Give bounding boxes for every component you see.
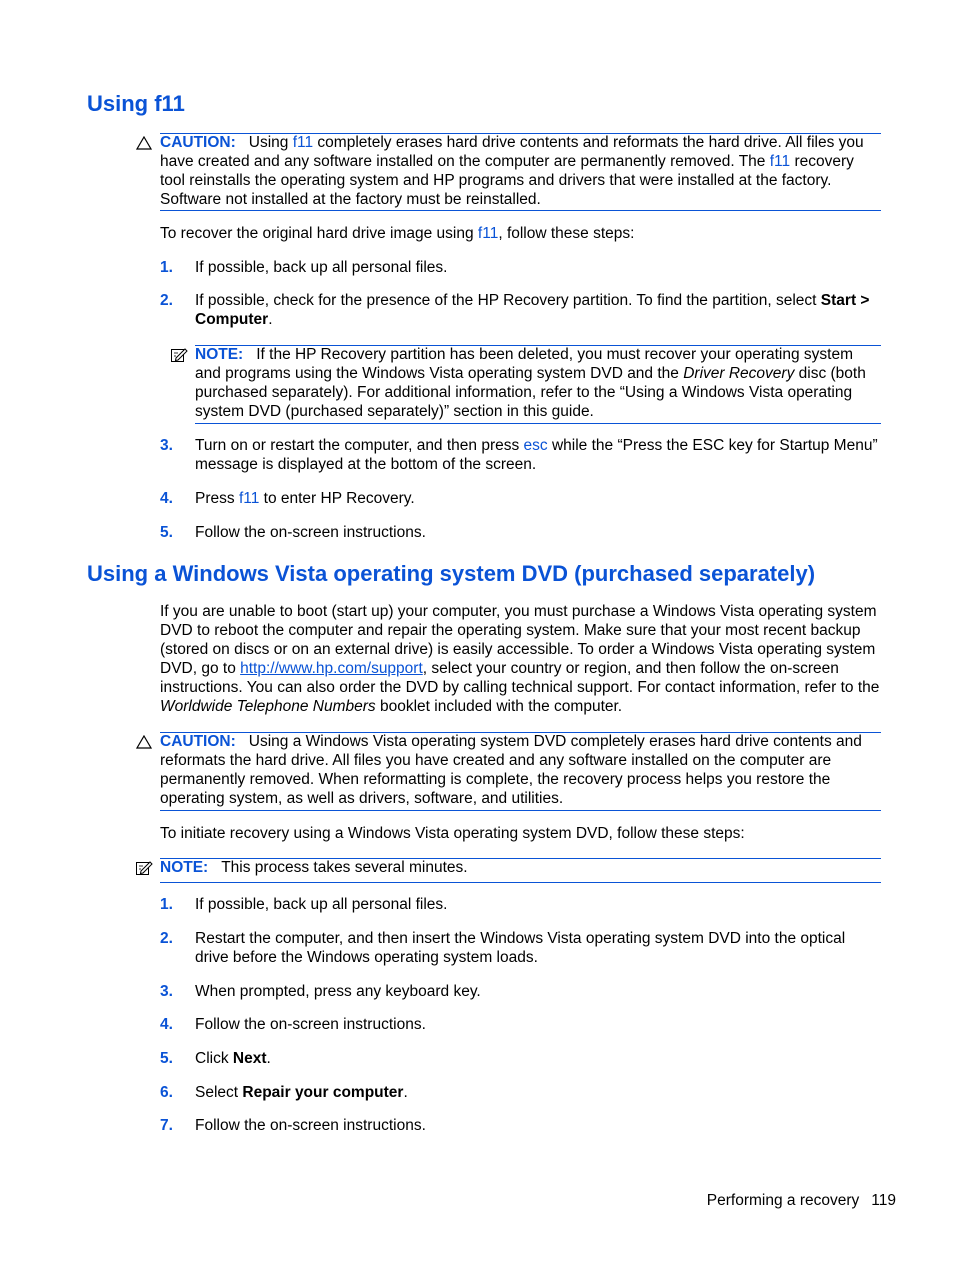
page-footer bbox=[707, 1192, 896, 1210]
caution-box-f11: CAUTION: Using f11 completely erases hard drive contents and reformats the hard drive. All files you have created and any software installed on the computer are permanently removed. The f11 recovery tool reinstalls the operating system and HP programs and drivers that were installed at the factory. Software not installed at the factory must be reinstalled. bbox=[160, 133, 881, 211]
caution-triangle-icon bbox=[136, 735, 152, 749]
key-f11: f11 bbox=[477, 225, 499, 242]
intro-paragraph-f11: To recover the original hard drive image using f11, follow these steps: bbox=[160, 225, 635, 242]
intro-paragraph-vista-dvd: To initiate recovery using a Windows Vista operating system DVD, follow these steps: bbox=[160, 825, 745, 842]
note-pencil-icon bbox=[170, 346, 188, 364]
caution-label: CAUTION: bbox=[160, 134, 236, 151]
key-f11: f11 bbox=[769, 153, 791, 170]
note-box-several-minutes: NOTE: This process takes several minutes. bbox=[160, 858, 881, 883]
caution-triangle-icon bbox=[136, 136, 152, 150]
key-f11: f11 bbox=[292, 134, 314, 151]
note-pencil-icon bbox=[135, 859, 153, 877]
key-f11: f11 bbox=[238, 490, 260, 507]
section-heading-using-f11: Using f11 bbox=[87, 91, 185, 116]
note-label: NOTE: bbox=[195, 346, 244, 363]
key-esc: esc bbox=[523, 437, 548, 454]
note-box-recovery-partition: NOTE: If the HP Recovery partition has been deleted, you must recover your operating system and programs using the Windows Vista operating system DVD and the Driver Recovery disc (both purchased separately). For additional information, refer to the “Using a Windows Vista operating system DVD (purchased separately)” section in this guide. bbox=[195, 345, 881, 424]
caution-box-vista-dvd: CAUTION: Using a Windows Vista operating system DVD completely erases hard drive contents and reformats the hard drive. All files you have created and any software installed on the computer are permanently removed. When reformatting is complete, the recovery process helps you restore the operating system, as well as drivers, software, and utilities. bbox=[160, 732, 881, 811]
page-number: 119 bbox=[871, 1192, 896, 1209]
caution-label: CAUTION: bbox=[160, 733, 236, 750]
footer-section-title: Performing a recovery bbox=[706, 1192, 860, 1209]
section-heading-windows-vista-dvd: Using a Windows Vista operating system DVD (purchased separately) bbox=[87, 561, 816, 586]
body-paragraph-vista-dvd: If you are unable to boot (start up) your computer, you must purchase a Windows Vista operating system DVD to reboot the computer and repair the operating system. Make sure that your most recent backup (stored on discs or on an external drive) is easily accessible. To order a Windows Vista operating system DVD, go to http://www.hp.com/support, select your country or region, and then follow the on-screen instructions. You can also order the DVD by calling technical support. For contact information, refer to the Worldwide Telephone Numbers booklet included with the computer. bbox=[160, 603, 880, 715]
hp-support-link[interactable]: http://www.hp.com/support bbox=[240, 660, 423, 677]
note-label: NOTE: bbox=[160, 859, 209, 876]
